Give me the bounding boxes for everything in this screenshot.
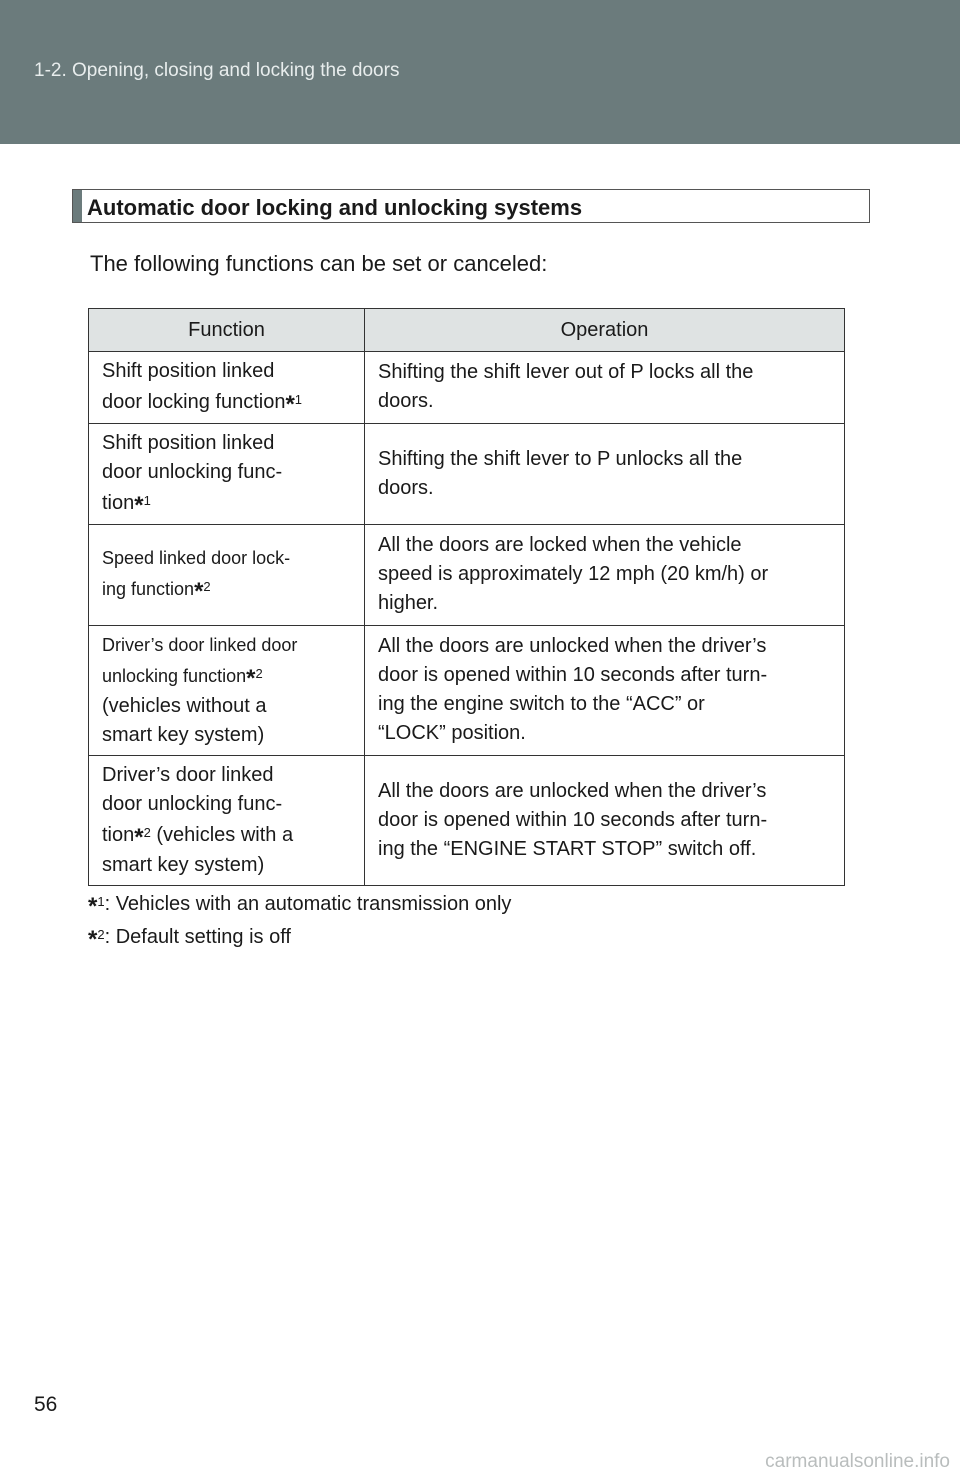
footnote-star-icon: * (246, 664, 256, 692)
operation-text: All the doors are unlocked when the driver’s (378, 779, 767, 802)
section-heading: Automatic door locking and unlocking systems (87, 195, 583, 220)
function-text: door locking function (102, 390, 286, 413)
function-text: ing function (102, 579, 195, 599)
footnote-item (88, 921, 511, 954)
operation-text: All the doors are locked when the vehicle (378, 534, 742, 556)
operation-text: doors. (378, 476, 434, 499)
table-row (89, 756, 845, 886)
section-heading-box (72, 189, 870, 223)
function-cell (89, 756, 365, 886)
function-text: door unlocking func- (102, 792, 283, 815)
function-text: Driver’s door linked (102, 763, 274, 786)
table-row (89, 352, 845, 424)
table-header-row (89, 309, 845, 352)
operation-text: door is opened within 10 seconds after turn- (378, 664, 768, 686)
table-row (89, 626, 845, 756)
function-text: (vehicles without a (102, 694, 267, 717)
function-text: tion (102, 823, 135, 846)
operation-text: ing the engine switch to the “ACC” or (378, 693, 705, 715)
footnote-mark: 2 (143, 824, 151, 840)
section-title: 1-2. Opening, closing and locking the doors (34, 60, 400, 81)
footnotes (88, 888, 511, 954)
operation-cell (365, 424, 845, 525)
function-text: Driver’s door linked door (102, 634, 298, 655)
footnote-mark: 2 (255, 665, 263, 681)
watermark: carmanualsonline.info (765, 1451, 950, 1472)
footnote-item (88, 888, 511, 921)
footnote-star-icon: * (285, 390, 295, 418)
operation-text: “LOCK” position. (378, 722, 526, 744)
footnote-star-icon: * (88, 926, 98, 953)
table-row (89, 525, 845, 626)
operation-cell (365, 756, 845, 886)
footnote-star-icon: * (88, 893, 98, 920)
function-text: unlocking function (102, 665, 247, 686)
function-cell (89, 525, 365, 626)
operation-text: higher. (378, 592, 439, 614)
operation-text: ing the “ENGINE START STOP” switch off. (378, 837, 757, 860)
function-text: smart key system) (102, 723, 265, 746)
footnote-text: : Default setting is off (104, 926, 291, 948)
footnote-star-icon: * (134, 823, 144, 851)
footnote-mark: 1 (294, 391, 303, 407)
operation-cell (365, 525, 845, 626)
footnote-mark: 1 (143, 492, 151, 508)
function-cell (89, 352, 365, 424)
operation-text: doors. (378, 390, 434, 412)
footnote-star-icon: * (134, 491, 144, 519)
column-header-operation: Operation (365, 309, 845, 352)
function-text: tion (102, 491, 135, 514)
footnote-mark: 2 (97, 927, 105, 942)
table-row (89, 424, 845, 525)
operation-cell (365, 352, 845, 424)
function-text: (vehicles with a (150, 823, 294, 846)
operation-text: All the doors are unlocked when the driver’s (378, 635, 767, 657)
column-header-function: Function (89, 309, 365, 352)
footnote-text: : Vehicles with an automatic transmission only (104, 893, 512, 915)
function-text: Speed linked door lock- (102, 548, 291, 568)
page-header-band (0, 0, 960, 144)
heading-accent-bar (73, 190, 82, 222)
footnote-mark: 1 (97, 894, 105, 909)
operation-cell (365, 626, 845, 756)
operation-text: Shifting the shift lever out of P locks all the (378, 361, 754, 383)
function-table (88, 308, 845, 886)
footnote-mark: 2 (203, 579, 211, 594)
footnote-star-icon: * (194, 578, 204, 605)
function-text: smart key system) (102, 853, 265, 876)
function-text: Shift position linked (102, 359, 275, 382)
function-text: door unlocking func- (102, 460, 283, 483)
page-number: 56 (34, 1393, 58, 1416)
operation-text: speed is approximately 12 mph (20 km/h) or (378, 563, 769, 585)
function-cell (89, 424, 365, 525)
operation-text: door is opened within 10 seconds after turn- (378, 808, 768, 831)
function-cell (89, 626, 365, 756)
operation-text: Shifting the shift lever to P unlocks all the (378, 447, 743, 470)
function-text: Shift position linked (102, 431, 275, 454)
intro-text: The following functions can be set or canceled: (90, 251, 548, 276)
